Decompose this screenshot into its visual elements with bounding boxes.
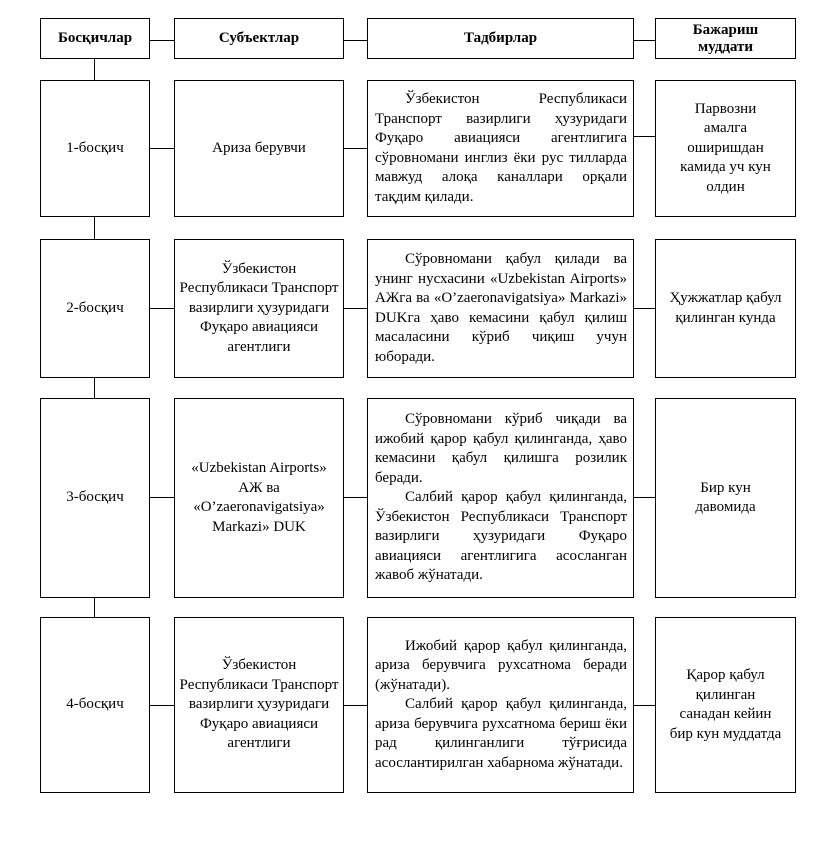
connector-row4-b [344,705,367,706]
stage-2-actions-box [367,239,634,378]
connector-header-3-4 [634,40,655,41]
stage-3-subject: «Uzbekistan Airports» АЖ ва «O’zaeronavigatsiya» Markazi» DUK [191,460,327,535]
connector-row2-b [344,308,367,309]
stage-4-deadline-box [655,617,796,793]
stage-3-box [40,398,150,598]
stage-2-deadline-box [655,239,796,378]
connector-row2-a [150,308,174,309]
stage-3-deadline: Бир кун давомида [695,479,756,515]
header-stages-label: Босқичлар [57,30,133,46]
header-actions [367,18,634,59]
connector-row3-c [634,497,655,498]
connector-stage-spine-1 [94,216,95,239]
header-subjects [174,18,344,59]
header-deadline [655,18,796,59]
connector-row3-b [344,497,367,498]
stage-3-deadline-box [655,398,796,598]
stage-4-label: 4-босқич [66,696,124,713]
header-stages [40,18,150,59]
stage-2-action-1: Сўровномани қабул қилади ва унинг нусхасини «Uzbekistan Airports» АЖга ва «O’zaeronavigatsiya» Markazi» DUKга ҳаво кемасини қабул қилиш масаласини кўриб чиқиш учун юборади. [375,251,627,365]
connector-stage-spine-0 [94,58,95,80]
stage-4-actions-box [367,617,634,793]
header-subjects-label: Субъектлар [218,30,300,46]
connector-row3-a [150,497,174,498]
stage-4-action-1: Ижобий қарор қабул қилинганда, ариза берувчига рухсатнома беради (жўнатади). [375,637,627,693]
connector-row1-b [344,148,367,149]
stage-4-subject: Ўзбекистон Республикаси Транспорт вазирлиги ҳузуридаги Фуқаро авиацияси агентлиги [179,657,339,752]
stage-2-subject-box [174,239,344,378]
connector-row4-c [634,705,655,706]
header-actions-label: Тадбирлар [463,30,538,46]
stage-3-action-2: Салбий қарор қабул қилинганда, Ўзбекистон Республикаси Транспорт вазирлиги ҳузуридаги Фуқаро авиацияси агентлигига асосланган жавоб жўнатади. [375,489,627,584]
stage-1-deadline-box [655,80,796,217]
stage-3-subject-box [174,398,344,598]
stage-4-subject-box [174,617,344,793]
stage-2-deadline: Ҳужжатлар қабул қилинган кунда [669,290,782,326]
stage-2-subject: Ўзбекистон Республикаси Транспорт вазирлиги ҳузуридаги Фуқаро авиацияси агентлиги [179,260,339,355]
stage-4-box [40,617,150,793]
stage-1-box [40,80,150,217]
connector-row1-a [150,148,174,149]
connector-row2-c [634,308,655,309]
stage-4-action-2: Салбий қарор қабул қилинганда, ариза берувчига рухсатнома бериш ёки рад қилинганлиги тўғрисида асослантирилган хабарнома жўнатади. [375,696,627,771]
stage-1-label: 1-босқич [66,139,124,156]
stage-1-deadline: Парвозни амалга оширишдан камида уч кун олдин [680,100,771,195]
stage-4-deadline: Қарор қабул қилинган санадан кейин бир кун муддатда [669,667,782,742]
stage-2-box [40,239,150,378]
connector-header-2-3 [344,40,367,41]
stage-3-action-1: Сўровномани кўриб чиқади ва ижобий қарор қабул қилинганда, ҳаво кемасини қабул қилишга розилик беради. [375,411,627,486]
stage-3-actions-box [367,398,634,598]
stage-1-action-1: Ўзбекистон Республикаси Транспорт вазирлиги ҳузуридаги Фуқаро авиацияси агентлигига сўровномани инглиз ёки рус тилларда мавжуд алоқа каналлари орқали тақдим қилади. [375,91,627,205]
stage-1-subject-box [174,80,344,217]
stage-1-actions-box [367,80,634,217]
connector-row1-c [634,136,655,137]
connector-stage-spine-2 [94,377,95,398]
connector-row4-a [150,705,174,706]
connector-stage-spine-3 [94,597,95,617]
stage-2-label: 2-босқич [66,299,124,316]
stage-3-label: 3-босқич [66,489,124,506]
stage-1-subject: Ариза берувчи [212,139,306,156]
connector-header-1-2 [150,40,174,41]
header-deadline-label: Бажариш муддати [692,21,759,55]
